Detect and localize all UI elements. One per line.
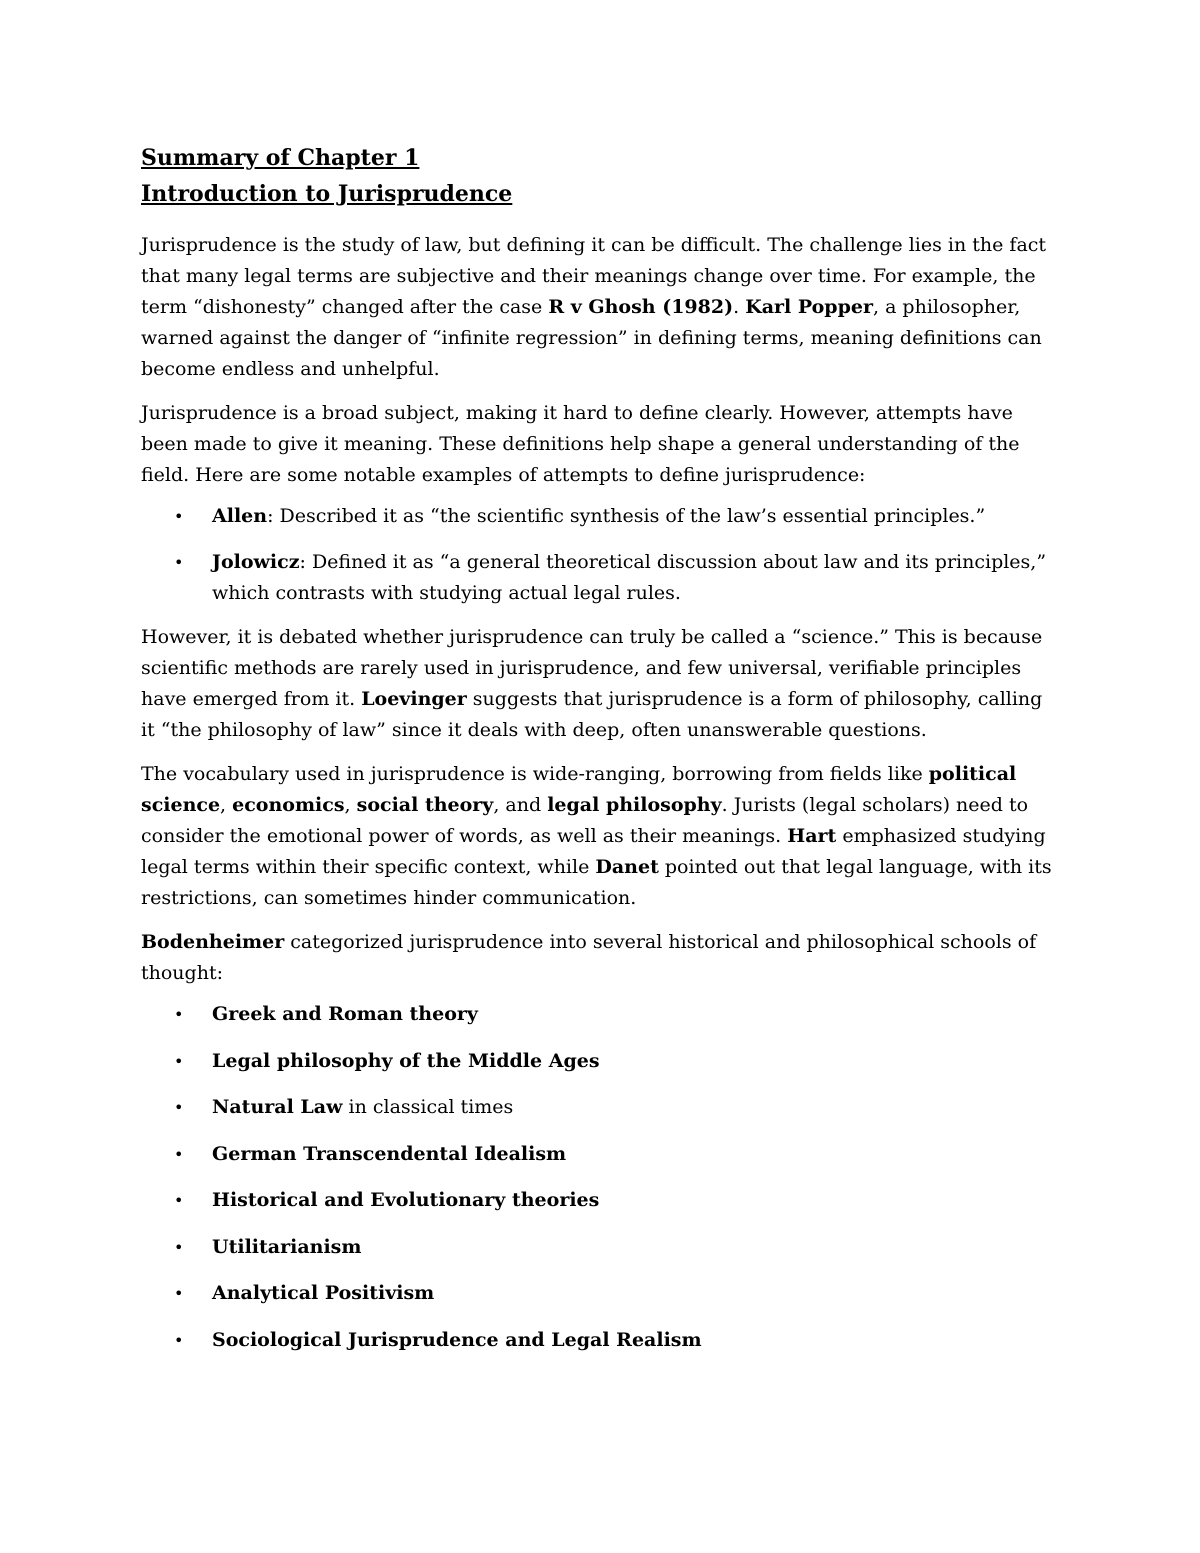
field-name: political science (141, 763, 1017, 816)
bullet-icon: • (174, 507, 184, 526)
paragraph-text: Jurisprudence is the study of law, but defining it can be difficult. The challenge lies in the fact that many legal terms are subjective and their meanings change over time. For example, the term “dishonesty” changed after the case (141, 234, 1047, 318)
paragraph-text: , (220, 794, 233, 816)
schools-list (141, 999, 1061, 1356)
field-name: social theory (356, 794, 494, 816)
section-title: Introduction to Jurisprudence (141, 181, 513, 207)
definitions-list (141, 501, 1061, 609)
list-item (141, 1232, 1061, 1263)
list-item (141, 1185, 1061, 1216)
scholar-name: Loevinger (361, 688, 467, 710)
list-item (141, 1139, 1061, 1170)
list-item (141, 1278, 1061, 1309)
school-name: Natural Law (212, 1096, 343, 1118)
list-item (141, 1325, 1061, 1356)
school-name: Legal philosophy of the Middle Ages (212, 1049, 600, 1072)
paragraph-text: , a philosopher, warned against the danger of “infinite regression” in defining terms, meaning definitions can become endless and unhelpful. (141, 296, 1042, 380)
paragraph-text: pointed out that legal language, with its restrictions, can sometimes hinder communication. (141, 856, 1052, 909)
scholar-name: Allen (212, 505, 268, 527)
philosopher-name: Karl Popper (745, 296, 873, 318)
bullet-icon: • (174, 1191, 184, 1210)
scholar-name: Danet (595, 856, 659, 878)
list-item (141, 547, 1061, 609)
school-name: Historical and Evolutionary theories (212, 1189, 600, 1211)
document-page (141, 140, 1061, 1371)
chapter-title: Summary of Chapter 1 (141, 145, 420, 171)
scholar-name: Bodenheimer (141, 931, 285, 953)
school-name: Sociological Jurisprudence and Legal Realism (212, 1328, 702, 1351)
bullet-icon: • (174, 1098, 184, 1117)
school-name: Analytical Positivism (212, 1282, 435, 1304)
school-name: Utilitarianism (212, 1235, 362, 1258)
bullet-icon: • (174, 1237, 184, 1257)
school-name: German Transcendental Idealism (212, 1142, 567, 1165)
bullet-icon: • (174, 1051, 184, 1071)
paragraph-text: categorized jurisprudence into several historical and philosophical schools of thought: (141, 931, 1037, 984)
paragraph-text: The vocabulary used in jurisprudence is wide-ranging, borrowing from fields like (141, 763, 929, 785)
bullet-icon: • (174, 553, 184, 572)
paragraph-text: suggests that jurisprudence is a form of philosophy, calling it “the philosophy of law” since it deals with deep, often unanswerable questions. (141, 688, 1043, 741)
paragraph-text: . Jurists (legal scholars) need to consider the emotional power of words, as well as their meanings. (141, 794, 1029, 847)
school-name: Greek and Roman theory (212, 1003, 478, 1025)
scholar-name: Hart (787, 825, 837, 847)
paragraph-definition-difficulty (141, 230, 1061, 385)
paragraph-text: . (733, 296, 746, 318)
field-name: economics (232, 794, 345, 816)
paragraph-vocabulary (141, 759, 1061, 914)
field-name: legal philosophy (547, 794, 722, 816)
bullet-icon: • (174, 1284, 184, 1303)
case-name: R v Ghosh (1982) (548, 296, 734, 318)
bullet-icon: • (174, 1144, 184, 1164)
paragraph-text: , and (493, 794, 548, 816)
paragraph-text: , (344, 794, 357, 816)
list-item (141, 1046, 1061, 1077)
paragraph-science-debate (141, 622, 1061, 746)
list-item (141, 501, 1061, 532)
list-item (141, 1092, 1061, 1123)
paragraph-broad-subject: Jurisprudence is a broad subject, making it hard to define clearly. However, attempts have been made to give it meaning. These definitions help shape a general understanding of the field. Here are some notable examples of attempts to define jurisprudence: (141, 402, 1020, 486)
scholar-name: Jolowicz (212, 551, 300, 573)
paragraph-text: emphasized studying legal terms within their specific context, while (141, 825, 1046, 878)
list-item-text: : Defined it as “a general theoretical discussion about law and its principles,” which contrasts with studying actual legal rules. (212, 551, 1047, 604)
bullet-icon: • (174, 1005, 184, 1024)
paragraph-bodenheimer (141, 927, 1061, 989)
bullet-icon: • (174, 1330, 184, 1350)
list-item-text: : Described it as “the scientific synthesis of the law’s essential principles.” (267, 505, 986, 527)
list-item-text: in classical times (342, 1096, 514, 1118)
list-item (141, 999, 1061, 1030)
paragraph-text: However, it is debated whether jurisprudence can truly be called a “science.” This is because scientific methods are rarely used in jurisprudence, and few universal, verifiable principles have emerged from it. (141, 626, 1043, 710)
